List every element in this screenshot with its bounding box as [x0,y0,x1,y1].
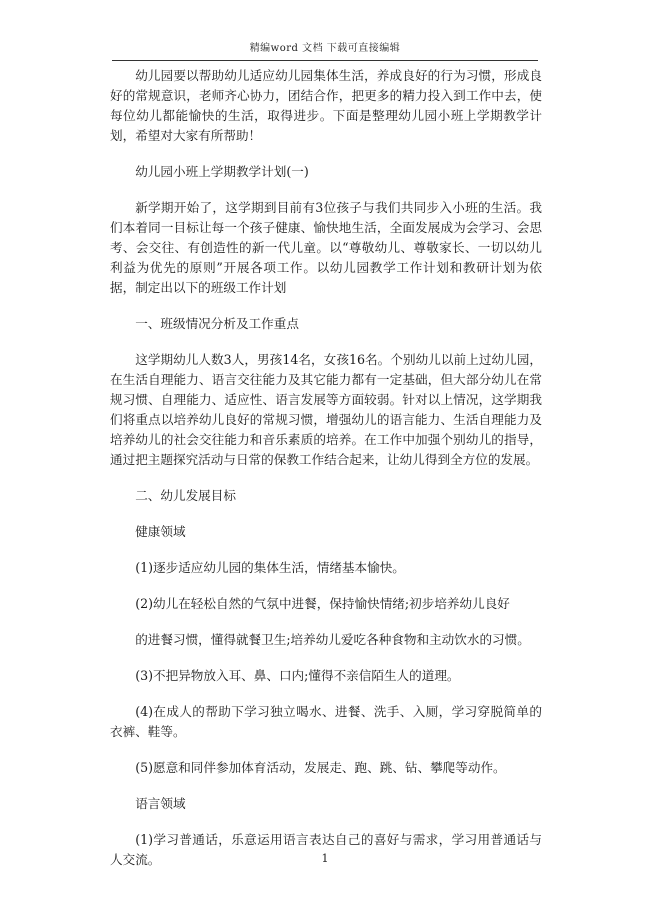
health-item-3: (3)不把异物放入耳、鼻、口内;懂得不亲信陌生人的道理。 [135,668,460,683]
subheading-health: 健康领域 [135,524,186,539]
page-number: 1 [321,852,329,865]
health-item-5: (5)愿意和同伴参加体育活动，发展走、跑、跳、钻、攀爬等动作。 [135,760,506,775]
section-heading-class-analysis: 一、班级情况分析及工作重点 [135,316,299,331]
subheading-language: 语言领域 [135,796,186,811]
health-item-1: (1)逐步适应幼儿园的集体生活，情绪基本愉快。 [135,560,405,575]
health-item-2-continued: 的进餐习惯，懂得就餐卫生;培养幼儿爱吃各种食物和主动饮水的习惯。 [135,632,530,647]
health-item-4: (4)在成人的帮助下学习独立喝水、进餐、洗手、入厕，学习穿脱简单的衣裤、鞋等。 [110,704,542,739]
language-item-1: (1)学习普通话，乐意运用语言表达自己的喜好与需求，学习用普通话与人交流。 [110,832,542,867]
paragraph-class-analysis: 这学期幼儿人数3人，男孩14名，女孩16名。个别幼儿以前上过幼儿园，在生活自理能力、语言交往能力及其它能力都有一定基础，但大部分幼儿在常规习惯、自理能力、适应性、语言发展等方面较弱。针对以上情况，这学期我们将重点以培养幼儿良好的常规习惯，增强幼儿的语言能力、生活自理能力及培养幼儿的社会交往能力和音乐素质的培养。在工作中加强个别幼儿的指导，通过把主题探究活动与日常的保教工作结合起来，让幼儿得到全方位的发展。 [110,352,542,467]
intro-paragraph: 幼儿园要以帮助幼儿适应幼儿园集体生活，养成良好的行为习惯，形成良好的常规意识，老师齐心协力，团结合作，把更多的精力投入到工作中去，使每位幼儿都能愉快的生活，取得进步。下面是整理幼儿园小班上学期教学计划，希望对大家有所帮助！ [110,68,542,143]
document-body [110,66,542,886]
section-heading-goals: 二、幼儿发展目标 [135,488,236,503]
paragraph-new-semester: 新学期开始了，这学期到目前有3位孩子与我们共同步入小班的生活。我们本着同一目标让每一个孩子健康、愉快地生活，全面发展成为会学习、会思考、会交往、有创造性的新一代儿童。以“尊敬幼儿、尊敬家长、一切以幼儿利益为优先的原则”开展各项工作。以幼儿园教学工作计划和教研计划为依据，制定出以下的班级工作计划 [110,200,542,295]
plan-title: 幼儿园小班上学期教学计划(一) [135,164,309,179]
health-item-2: (2)幼儿在轻松自然的气氛中进餐，保持愉快情绪;初步培养幼儿良好 [135,596,510,611]
page-header: 精编word 文档 下载可直接编辑 [112,38,538,61]
